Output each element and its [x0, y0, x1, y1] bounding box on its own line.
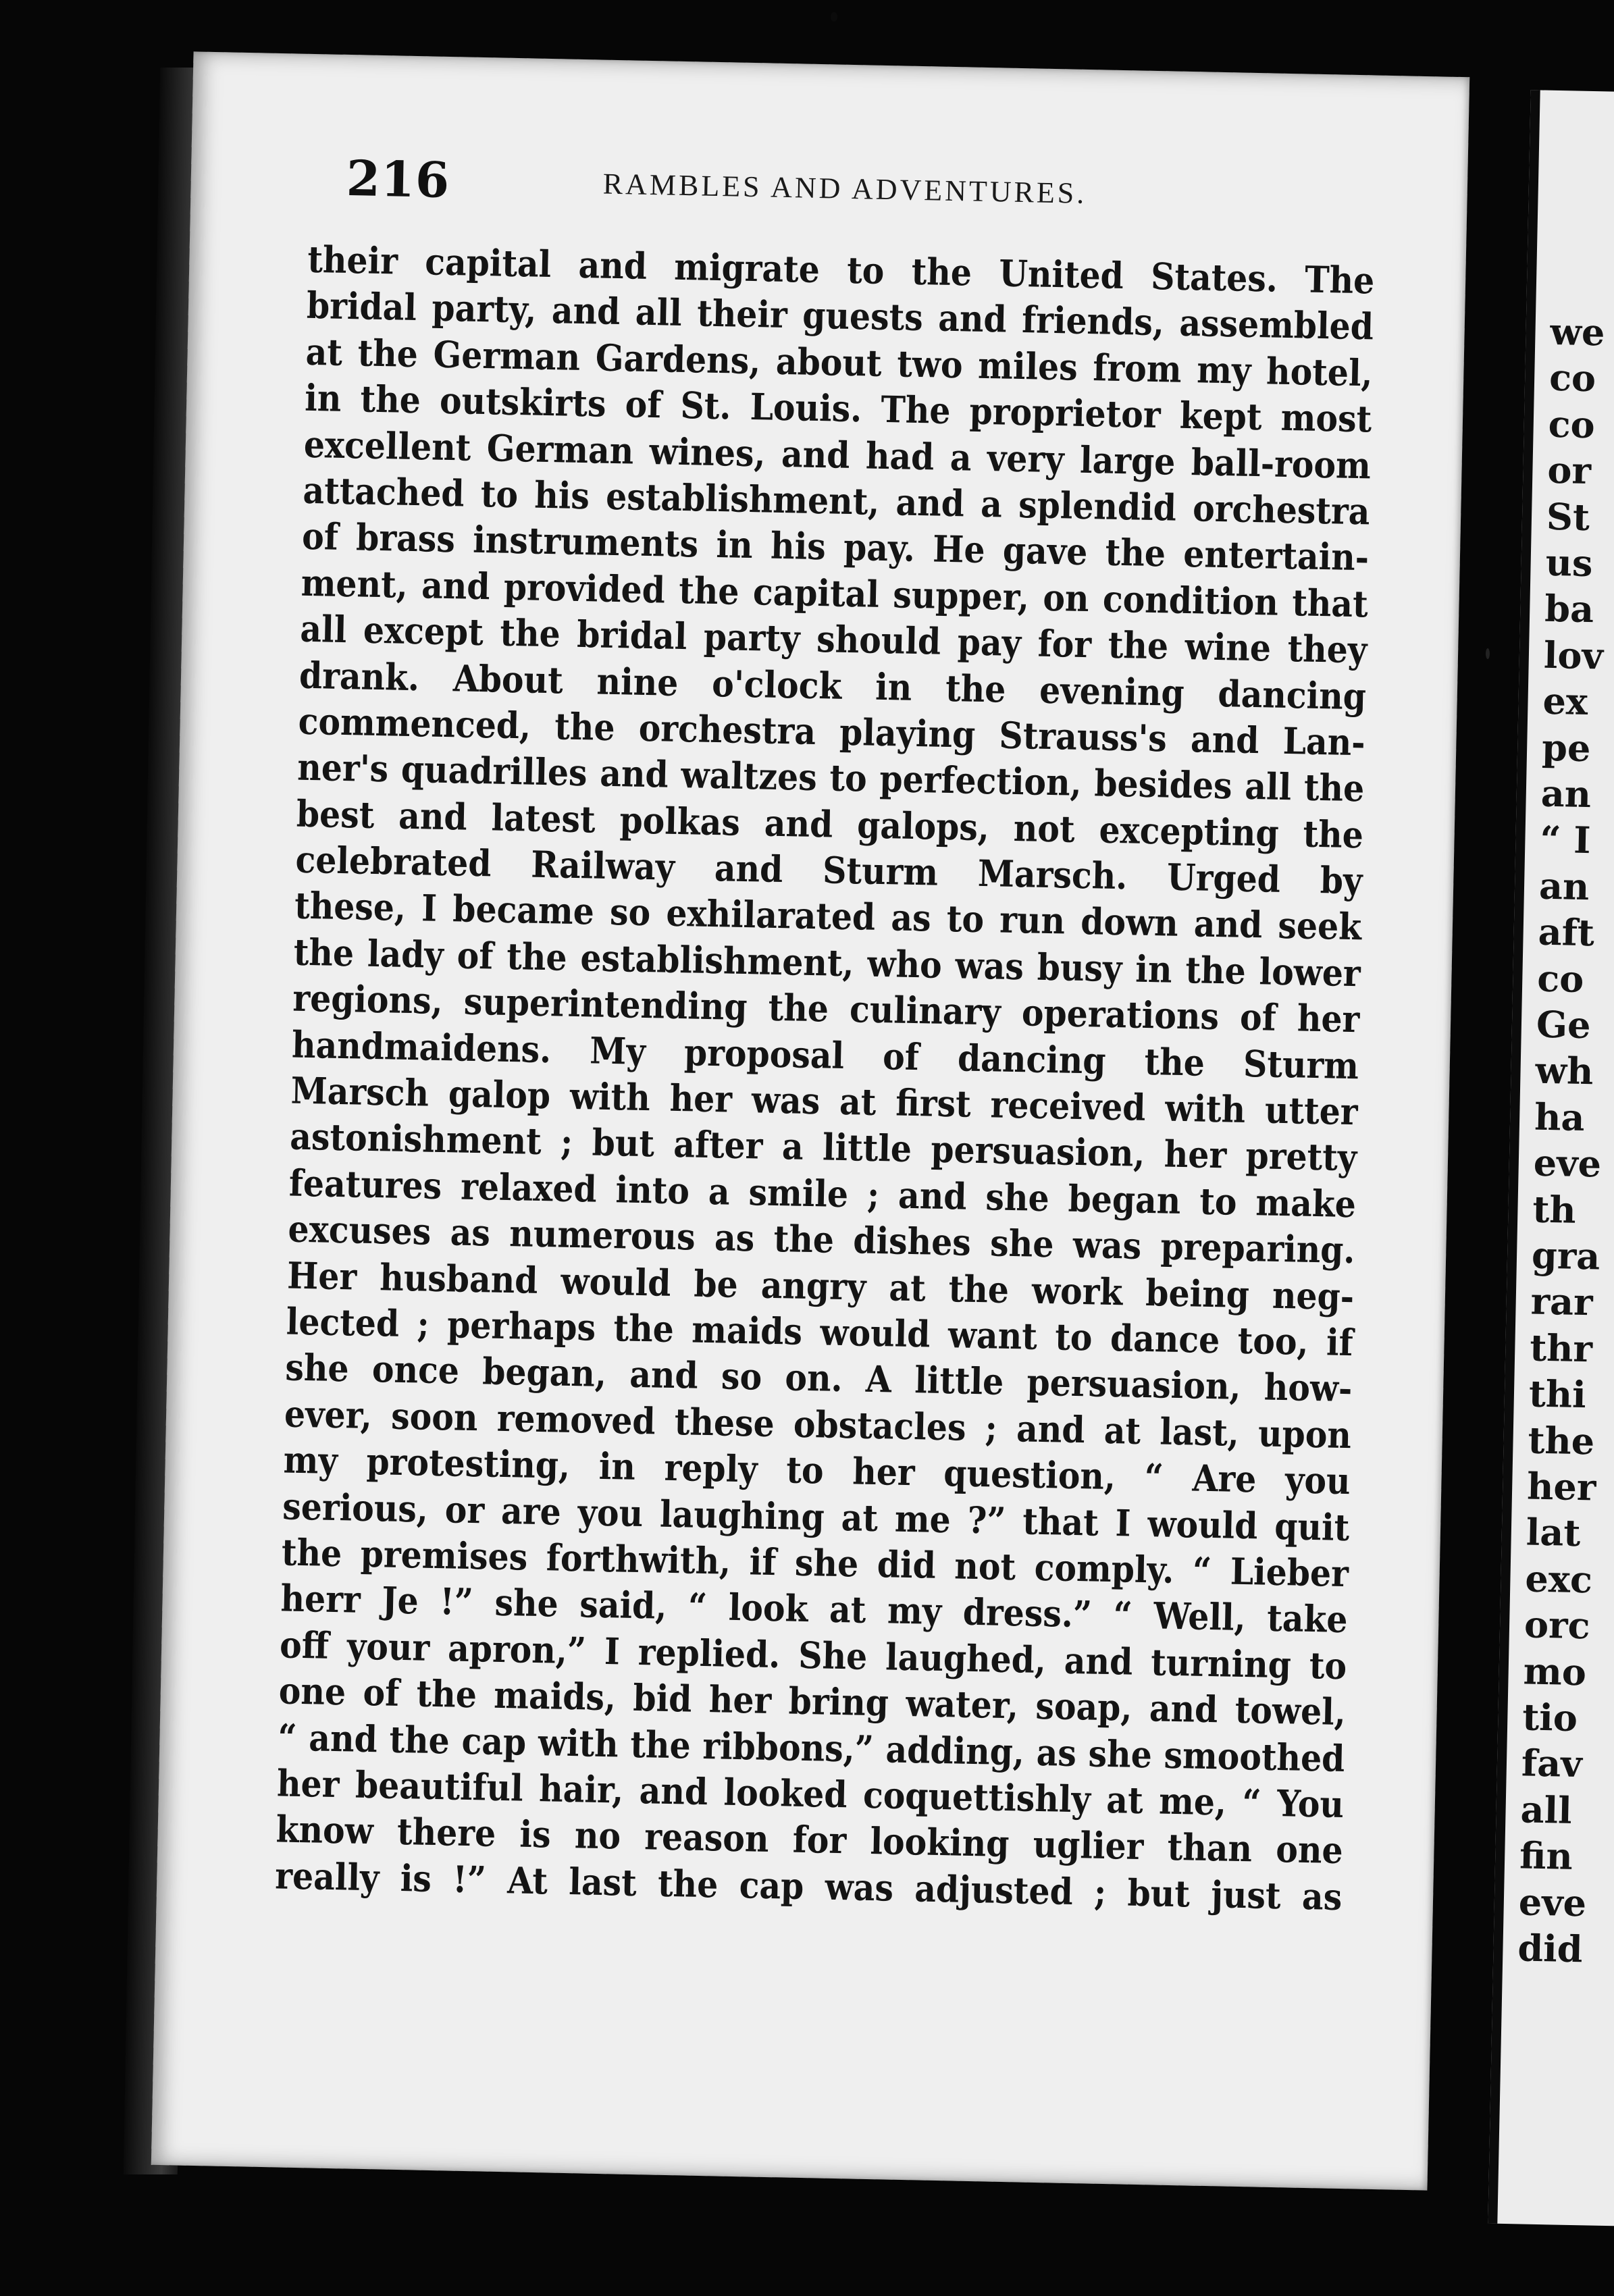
- adjacent-page-fragment: co: [1548, 402, 1596, 446]
- adjacent-page-fragment: thr: [1529, 1326, 1593, 1371]
- text-line: Marsch galop with her was at first received with utter: [290, 1068, 1359, 1134]
- text-line: regions, superintending the culinary operations of her: [292, 976, 1360, 1041]
- text-line: one of the maids, bid her bring water, soap, and towel,: [278, 1669, 1347, 1734]
- text-line: “ and the cap with the ribbons,” adding, as she smoothed: [277, 1715, 1345, 1780]
- adjacent-page-fragment: ba: [1544, 587, 1594, 631]
- text-line: excuses as numerous as the dishes she was preparing.: [287, 1207, 1356, 1272]
- text-line: their capital and migrate to the United States. The: [307, 237, 1375, 303]
- text-line: ment, and provided the capital supper, on condition that: [301, 560, 1369, 626]
- adjacent-page-fragment: eve: [1518, 1879, 1587, 1925]
- page-number: 216: [346, 149, 451, 209]
- adjacent-page-fragment: us: [1545, 540, 1593, 585]
- text-line: serious, or are you laughing at me ?” that I would quit: [282, 1484, 1350, 1549]
- scan-speck: [1486, 648, 1490, 659]
- text-line: Her husband would be angry at the work being neg-: [286, 1253, 1355, 1318]
- text-line: know there is no reason for looking uglier than one: [276, 1807, 1344, 1873]
- adjacent-page-fragment: Ge: [1536, 1002, 1592, 1047]
- adjacent-page-fragment: orc: [1524, 1602, 1591, 1648]
- text-line: she once began, and so on. A little persuasion, how-: [284, 1345, 1353, 1411]
- text-line: celebrated Railway and Sturm Marsch. Urged by: [294, 837, 1363, 903]
- adjacent-page-fragment: tio: [1521, 1695, 1578, 1740]
- adjacent-page-fragment: eve: [1533, 1141, 1602, 1186]
- adjacent-page-fragment: “ I: [1539, 818, 1592, 862]
- text-line: handmaidens. My proposal of dancing the Sturm: [291, 1022, 1359, 1087]
- text-line: lected ; perhaps the maids would want to dance too, if: [286, 1299, 1354, 1365]
- text-line: features relaxed into a smile ; and she began to make: [288, 1161, 1357, 1226]
- book-page: [151, 51, 1469, 2190]
- text-line: drank. About nine o'clock in the evening dancing: [298, 653, 1367, 718]
- text-line: the premises forthwith, if she did not comply. “ Lieber: [281, 1530, 1349, 1596]
- adjacent-page-fragment: pe: [1541, 725, 1591, 770]
- adjacent-page-fragment: an: [1538, 864, 1590, 908]
- text-line: really is !” At last the cap was adjusted ; but just as: [274, 1853, 1343, 1919]
- text-line: in the outskirts of St. Louis. The proprietor kept most: [304, 375, 1372, 441]
- adjacent-page-fragment: co: [1548, 356, 1596, 400]
- text-line: commenced, the orchestra playing Strauss's and Lan-: [298, 699, 1366, 764]
- scan-speck: [831, 12, 837, 22]
- adjacent-page-fragment: lat: [1526, 1510, 1581, 1555]
- text-line: of brass instruments in his pay. He gave the entertain-: [301, 515, 1370, 579]
- text-line: ner's quadrilles and waltzes to perfection, besides all the: [296, 745, 1365, 810]
- text-line: all except the bridal party should pay for the wine they: [299, 606, 1368, 672]
- text-line: astonishment ; but after a little persuasion, her pretty: [289, 1114, 1357, 1180]
- text-line: my protesting, in reply to her question, “ Are you: [283, 1438, 1351, 1503]
- adjacent-page-fragment: thi: [1528, 1372, 1587, 1417]
- adjacent-page-fragment: her: [1526, 1464, 1596, 1509]
- adjacent-page-fragment: wh: [1534, 1048, 1594, 1093]
- adjacent-page-fragment: St: [1546, 494, 1590, 539]
- adjacent-page-fragment: ex: [1542, 679, 1588, 724]
- text-line: herr Je !” she said, “ look at my dress.” “ Well, take: [280, 1576, 1349, 1642]
- adjacent-page-fragment: fav: [1521, 1741, 1583, 1786]
- adjacent-page-fragment: all: [1519, 1788, 1573, 1832]
- text-line: these, I became so exhilarated as to run down and seek: [294, 884, 1362, 949]
- adjacent-page-fragment: aft: [1538, 910, 1595, 955]
- adjacent-page-fragment: the: [1527, 1418, 1595, 1463]
- adjacent-page-fragment: fin: [1519, 1833, 1573, 1879]
- adjacent-page-fragment: lov: [1543, 633, 1604, 678]
- adjacent-page-fragment: ha: [1534, 1095, 1586, 1139]
- text-line: best and latest polkas and galops, not excepting the: [296, 791, 1364, 857]
- text-line: at the German Gardens, about two miles from my hotel,: [305, 330, 1374, 395]
- text-line: the lady of the establishment, who was busy in the lower: [293, 930, 1361, 995]
- adjacent-page-fragment: mo: [1523, 1649, 1587, 1694]
- adjacent-page-fragment: did: [1517, 1926, 1584, 1971]
- text-line: bridal party, and all their guests and friends, assembled: [306, 284, 1374, 348]
- text-line: excellent German wines, and had a very large ball-room: [303, 422, 1372, 488]
- adjacent-page-edge: [1488, 90, 1614, 2226]
- text-line: attached to his establishment, and a splendid orchestra: [302, 468, 1371, 533]
- page-header: [345, 149, 1346, 251]
- adjacent-page-fragment: an: [1540, 771, 1592, 816]
- text-line: her beautiful hair, and looked coquettishly at me, “ You: [276, 1761, 1345, 1826]
- adjacent-page-fragment: we: [1549, 309, 1606, 355]
- text-line: ever, soon removed these obstacles ; and at last, upon: [284, 1392, 1352, 1457]
- adjacent-page-fragment: gra: [1531, 1233, 1600, 1278]
- running-head: RAMBLES AND ADVENTURES.: [602, 167, 1087, 210]
- adjacent-page-fragment: co: [1536, 956, 1584, 1001]
- body-text: [275, 236, 1375, 1920]
- text-line: off your apron,” I replied. She laughed, and turning to: [279, 1623, 1347, 1688]
- adjacent-page-fragment: exc: [1524, 1557, 1593, 1602]
- adjacent-page-fragment: th: [1532, 1187, 1577, 1232]
- adjacent-page-fragment: or: [1546, 448, 1592, 493]
- adjacent-page-fragment: rar: [1530, 1279, 1594, 1324]
